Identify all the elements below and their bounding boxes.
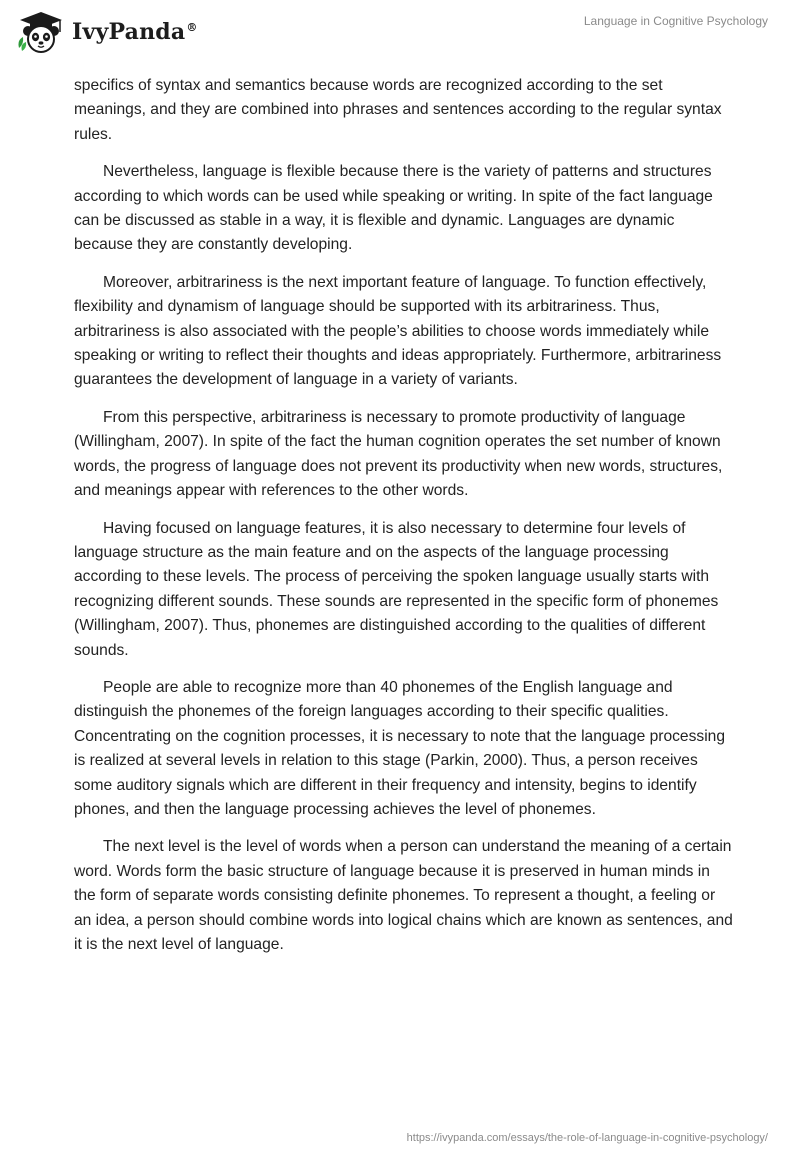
- paragraph: The next level is the level of words when a person can understand the meaning of a certain word. Words form the basic structure of language because it is preserved in human minds in the form of separate words consisting definite phonemes. To represent a thought, a feeling or an idea, a person should combine words into logical chains which are known as sentences, and it is the next level of language.: [74, 838, 733, 953]
- source-url[interactable]: https://ivypanda.com/essays/the-role-of-language-in-cognitive-psychology/: [406, 1132, 768, 1144]
- essay-body: [74, 74, 734, 970]
- paragraph: specifics of syntax and semantics because words are recognized according to the set meanings, and they are combined into phrases and sentences according to the regular syntax rules.: [74, 77, 722, 143]
- brand-name: IvyPanda®: [72, 19, 198, 45]
- paragraph: People are able to recognize more than 40 phonemes of the English language and distinguish the phonemes of the foreign languages according to their specific qualities. Concentrating on the cognition processes, it is necessary to note that the language processing is realized at several levels in relation to this stage (Parkin, 2000). Thus, a person receives some auditory signals which are different in their frequency and intensity, begins to identify phones, and then the language processing achieves the level of phonemes.: [74, 678, 726, 818]
- paragraph: Having focused on language features, it is also necessary to determine four levels of language structure as the main feature and on the aspects of the language processing according to these levels. The process of perceiving the spoken language usually starts with recognizing different sounds. These sounds are represented in the specific form of phonemes (Willingham, 2007). Thus, phonemes are distinguished according to the qualities of different sounds.: [74, 519, 719, 659]
- paragraph: Moreover, arbitrariness is the next important feature of language. To function effectively, flexibility and dynamism of language should be supported with its arbitrariness. Thus, arbitrariness is also associated with the people’s abilities to choose words immediately while speaking or writing to reflect their thoughts and ideas appropriately. Furthermore, arbitrariness guarantees the development of language in a variety of variants.: [74, 273, 722, 389]
- paragraph: Nevertheless, language is flexible because there is the variety of patterns and structures according to which words can be used while speaking or writing. In spite of the fact language can be discussed as stable in a way, it is flexible and dynamic. Languages are dynamic because they are constantly developing.: [74, 163, 713, 254]
- document-title: Language in Cognitive Psychology: [583, 14, 768, 28]
- panda-graduate-icon: [16, 10, 66, 54]
- page-header: [0, 0, 800, 64]
- paragraph: From this perspective, arbitrariness is necessary to promote productivity of language (Willingham, 2007). In spite of the fact the human cognition operates the set number of known words, the progress of language does not prevent its productivity when new words, structures, and meanings appear with references to the other words.: [74, 408, 723, 500]
- ivypanda-logo[interactable]: [16, 10, 198, 54]
